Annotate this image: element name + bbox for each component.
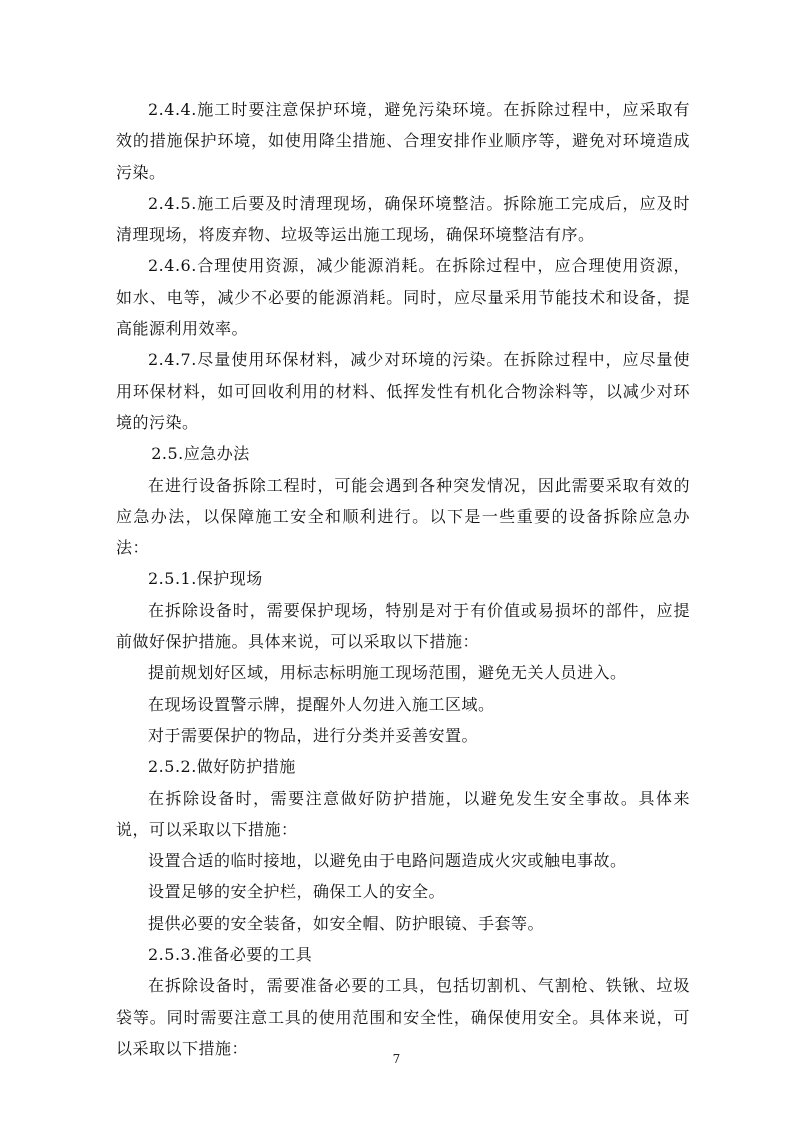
paragraph-2-4-5: 2.4.5.施工后要及时清理现场，确保环境整洁。拆除施工完成后，应及时清理现场，将废弃物、垃圾等运出施工现场，确保环境整洁有序。 (116, 193, 690, 245)
list-item: 在现场设置警示牌，提醒外人勿进入施工区域。 (148, 694, 495, 714)
section-heading-2-5: 2.5.应急办法 (151, 444, 250, 464)
list-item: 对于需要保护的物品，进行分类并妥善安置。 (148, 725, 479, 745)
paragraph-2-4-4: 2.4.4.施工时要注意保护环境，避免污染环境。在拆除过程中，应采取有效的措施保护环境，如使用降尘措施、合理安排作业顺序等，避免对环境造成污染。 (116, 100, 690, 182)
paragraph-emergency-intro: 在进行设备拆除工程时，可能会遇到各种突发情况，因此需要采取有效的应急办法，以保障施工安全和顺利进行。以下是一些重要的设备拆除应急办法： (116, 475, 690, 558)
paragraph-protect-site: 在拆除设备时，需要保护现场，特别是对于有价值或易损坏的部件，应提前做好保护措施。具体来说，可以采取以下措施： (116, 600, 690, 652)
page-number: 7 (392, 1052, 401, 1066)
list-item: 提供必要的安全装备，如安全帽、防护眼镜、手套等。 (148, 913, 545, 933)
list-item: 设置足够的安全护栏，确保工人的安全。 (148, 882, 446, 902)
list-item: 提前规划好区域，用标志标明施工现场范围，避免无关人员进入。 (148, 663, 627, 683)
paragraph-2-4-7: 2.4.7.尽量使用环保材料，减少对环境的污染。在拆除过程中，应尽量使用环保材料，如可回收利用的材料、低挥发性有机化合物涂料等，以减少对环境的污染。 (116, 350, 690, 432)
paragraph-2-4-6: 2.4.6.合理使用资源，减少能源消耗。在拆除过程中，应合理使用资源，如水、电等，减少不必要的能源消耗。同时，应尽量采用节能技术和设备，提高能源利用效率。 (116, 256, 690, 339)
paragraph-prepare-tools: 在拆除设备时，需要准备必要的工具，包括切割机、气割枪、铁锹、垃圾袋等。同时需要注意工具的使用范围和安全性，确保使用安全。具体来说，可以采取以下措施： (116, 976, 690, 1058)
paragraph-protective-measures: 在拆除设备时，需要注意做好防护措施，以避免发生安全事故。具体来说，可以采取以下措施： (116, 788, 690, 839)
section-heading-2-5-3: 2.5.3.准备必要的工具 (148, 945, 313, 965)
page-body (116, 94, 690, 1064)
list-item: 设置合适的临时接地，以避免由于电路问题造成火灾或触电事故。 (148, 851, 627, 871)
section-heading-2-5-2: 2.5.2.做好防护措施 (148, 757, 296, 777)
section-heading-2-5-1: 2.5.1.保护现场 (148, 569, 263, 589)
